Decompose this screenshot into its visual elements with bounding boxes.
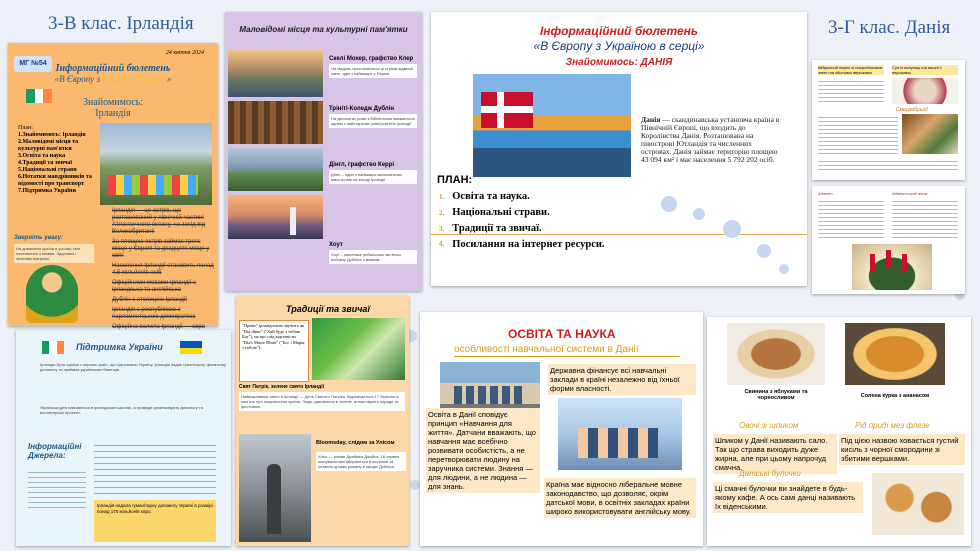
fact-item: Офіційна валюта Ірландії — євро xyxy=(112,324,206,330)
motto-part: » xyxy=(166,74,172,84)
smorrebrod-photo xyxy=(902,114,958,154)
denmark-bulletin xyxy=(431,12,807,286)
ireland-flag-icon xyxy=(42,341,64,354)
motto-highlight: Україною в серці xyxy=(102,74,167,84)
decor-dot xyxy=(410,480,420,490)
decor-dot xyxy=(779,264,789,274)
place-name: Хоут xyxy=(329,242,343,248)
food-card xyxy=(707,317,971,546)
dk-dessert-title: Відкритий торт зі смородиновим желе та збитими вершками xyxy=(818,65,883,75)
dk-smorrebrod-text xyxy=(818,114,898,154)
pastry-photo xyxy=(872,473,964,535)
dk-smorrebrod-title: Смерребрьод xyxy=(896,107,928,113)
chicken-caption: Солена курка з ананасом xyxy=(860,393,930,399)
sources-title: Інформаційні Джерела: xyxy=(28,442,82,460)
dish-text: Під цією назвою ховається густий кисіль з чорної смородини зі збитими вершками. xyxy=(839,434,965,465)
plan-list xyxy=(18,125,94,195)
dingle-photo xyxy=(228,148,323,191)
traditions-title: Традиції та звичаї xyxy=(286,304,370,314)
plan-item: 6.Нотатки мандрівників та відомості про транспорт xyxy=(18,174,92,187)
copenhagen-photo xyxy=(473,74,631,177)
pork-caption: Свинина з яблуками та чорносливом xyxy=(744,389,808,401)
header-denmark: 3-Г клас. Данія xyxy=(828,17,951,38)
place-name: Скелі Мохер, графство Клер xyxy=(329,56,414,62)
plan-item: 2.Маловідомі місця та культурні пам'ятки xyxy=(18,139,79,152)
decor-dot xyxy=(661,196,677,212)
meet-label: Знайомимось: xyxy=(83,97,143,108)
fact-item: Офіційними мовами Ірландії є ірландська та англійська xyxy=(112,280,197,293)
dk-desserts-card xyxy=(812,60,965,180)
places-title: Маловідомі місця та культурні пам'ятки xyxy=(239,25,408,34)
place-item xyxy=(329,242,417,264)
traditions-card xyxy=(236,296,409,546)
dish-title: Овочі зі шпиком xyxy=(739,421,799,430)
dk-desc-text: — скандинавська установча країна в Північній Європі, що входить до Королівства Данія. Розташована на півострові Ютландія та численних островах. Данія займає територію площею 43 094 км² і має населення 5 792 202 осіб. xyxy=(641,115,780,164)
sources-links[interactable] xyxy=(28,468,86,508)
dish-title: Рід приді мез флезе xyxy=(855,421,930,430)
dk-plan-list xyxy=(439,189,609,252)
decor-dot xyxy=(693,208,705,220)
cliffs-photo xyxy=(228,50,323,97)
dk-food-note xyxy=(818,158,958,172)
header-ireland: 3-В клас. Ірландія xyxy=(48,13,194,34)
ireland-bulletin xyxy=(8,43,218,330)
leprechaun-image xyxy=(26,265,78,323)
dk-advent-title: Адвент xyxy=(818,191,833,196)
library-photo xyxy=(228,101,323,144)
dk-plan-item: 4. Посилання на інтернет ресурси. xyxy=(439,239,605,250)
place-desc: На південь простягаються ці стрімкі відвесні скелі, одні з найвищих у Європі. xyxy=(329,64,417,78)
soup-photo xyxy=(892,78,958,104)
place-name: Трініті-Коледж Дублін xyxy=(329,106,394,112)
places-card xyxy=(225,12,422,291)
bulletin-motto xyxy=(8,74,218,84)
st-patrick-caption: Свят Патрік, зелене свято Ірландії xyxy=(239,384,324,390)
divider xyxy=(431,234,807,235)
dk-desc-bold: Данія xyxy=(641,115,661,124)
pork-photo xyxy=(727,323,825,385)
fact-item: Ірландія є республікою з парламентською демократією xyxy=(112,307,196,320)
support-card xyxy=(16,330,231,546)
denmark-flag-icon xyxy=(481,92,533,128)
parade-photo xyxy=(312,318,405,380)
education-card xyxy=(420,312,703,546)
support-text: Ірландія була однією з перших країн, що підтримали Україну. Ірландія надає гуманітарну, фінансову допомогу та приймає українських біженців. xyxy=(40,362,226,372)
place-desc: Дінгл – один з найвищих мальовничих півостровів на заході Ірландії xyxy=(329,170,417,184)
place-item xyxy=(329,162,417,184)
ireland-town-photo xyxy=(100,123,212,205)
dk-wreath-title: Адвентський вінок xyxy=(892,191,928,196)
dish-title: Датські булочки xyxy=(739,469,801,478)
fact-item: За площею острів займає третє місце у Європі та двадцяте місце у світі xyxy=(112,239,210,259)
dk-dessert-text xyxy=(818,78,884,104)
facts-list xyxy=(112,208,216,331)
plan-item: 5.Національні страви xyxy=(18,167,77,173)
attention-text: На довжиною країни в усьому світі поселилися з пінами. Здорових і зеленим візерком. xyxy=(14,244,94,263)
edu-subtitle: особливості навчальної системи в Данії xyxy=(454,344,680,357)
fact-item: Ірландія — це острів, що розташований у північній частині Атлантичного океану, на захід від Великобританії xyxy=(112,208,206,235)
fact-item: Дублін є столицею Ірландії xyxy=(112,297,188,303)
dk-advent-text xyxy=(818,198,884,238)
decor-dot xyxy=(723,220,741,238)
bulletin-title: Інформаційний бюлетень xyxy=(55,63,171,74)
st-patrick-text: Найважливіше свято в Ірландії — День Святого Патріка. Відзначається 17 березня в пам'ять про покровителя країни. Люди одягаються в зелене, влаштовують паради та фестивалі. xyxy=(239,392,405,411)
aid-details-text xyxy=(94,440,216,496)
place-desc: Хоут – маленьке рибальське містечко поблизу Дубліна з маяком xyxy=(329,250,417,264)
edu-title: ОСВІТА ТА НАУКА xyxy=(508,327,616,341)
attention-box xyxy=(14,235,94,263)
statue-photo xyxy=(239,434,311,542)
classroom-photo xyxy=(558,398,682,470)
plan-title: План: xyxy=(18,125,33,131)
fact-item: Населення Ірландії становить понад 4,5 мільйонів осіб xyxy=(112,263,214,276)
attention-title: Зверніть увагу: xyxy=(14,235,63,241)
aid-footer: Ірландія надала гуманітарну допомогу Україні в розмірі понад 170 мільйонів євро. xyxy=(94,500,216,542)
edu-funding: Державна фінансує всі навчальні заклади в країні незалежно від їхньої форми власності. xyxy=(548,364,696,395)
howth-photo xyxy=(228,195,323,239)
ukraine-flag-icon xyxy=(180,341,202,354)
dk-plan-item: 3. Традиції та звичаї. xyxy=(439,223,542,234)
dk-wreath-text xyxy=(892,198,958,238)
place-item xyxy=(329,56,417,78)
dk-bulletin-title: Інформаційний бюлетень xyxy=(539,24,699,38)
bloomsday-caption: Bloomsday, слідом за Улісом xyxy=(316,440,395,446)
dk-dessert-title: Суп із полуниці та вишні з вершками xyxy=(892,65,958,75)
plan-item: 7.Підтримка України xyxy=(18,188,76,194)
motto-part: «В Європу з xyxy=(54,74,103,84)
plan-item: 4.Традиції та звичаї xyxy=(18,160,73,166)
edu-principle: Освіта в Данії сповідує принцип «Навчання для життя». Датчани вважають, що навчання має всебічно розвивати особистість, а не перетворювати людину на заручника системи. Знання — для людини, а не людина — для знань. xyxy=(426,408,540,493)
support-title: Підтримка України xyxy=(76,342,163,352)
dish-text: Шпиком у Данії називають сало. Так що страва виходить дуже жирна, але при цьому напрочуд смачна. xyxy=(713,434,837,474)
country-name: Ірландія xyxy=(95,108,131,119)
advent-wreath-photo xyxy=(852,244,932,290)
edu-language: Країна має відносно ліберальне мовне законодавство, що дозволяє, окрім датської мови, в освітніх закладах країни широко використовувати англійську мову. xyxy=(544,478,696,518)
support-text-2: Українські діти навчаються в ірландських школах, а громади організовують допомогу та волонтерські проєкти. xyxy=(40,405,203,415)
dk-plan-item: 2. Національні страви. xyxy=(439,207,550,218)
bulletin-date: 24 квітня 2024 xyxy=(165,50,204,56)
bloomsday-text: Улісс — роман Джеймса Джойса. 16 червня шанувальники вбираються в костюми та читають уривки роману в місцях Дубліна. xyxy=(316,452,406,471)
place-item xyxy=(329,106,417,128)
dk-advent-card xyxy=(812,186,965,294)
dish-text: Ці смачні булочки ви знайдете в будь-якому кафе. А ось самі данці називають їх віденськими. xyxy=(713,482,863,513)
chicken-photo xyxy=(845,323,945,385)
dk-meet-label: Знайомимось: ДАНІЯ xyxy=(565,57,673,68)
greeting-quote: "Прівіт" ірландською звучить як "Dia dhuit" ("Хай буде з тобою Бог"), на що слід відповісти "Dia's Muire Dhuit" ("Бог і Марія з тобою"). xyxy=(239,320,309,382)
place-name: Дінгл, графство Керрі xyxy=(329,162,395,168)
plan-item: 3.Освіта та наука xyxy=(18,153,66,159)
dk-plan-item: 1. Освіта та наука. xyxy=(439,191,530,202)
dk-plan-title: ПЛАН: xyxy=(437,174,473,186)
school-badge: МГ №54 xyxy=(14,56,52,72)
decor-dot xyxy=(757,244,771,258)
dk-bulletin-motto: «В Європу з Україною в серці» xyxy=(533,39,705,53)
place-desc: На двохсотих років з бібліотекою вважається одним з найстаріших університетів Ірландії xyxy=(329,114,417,128)
plan-item: 1.Знайомимось: Ірландія xyxy=(18,132,86,138)
dk-description xyxy=(641,116,781,164)
